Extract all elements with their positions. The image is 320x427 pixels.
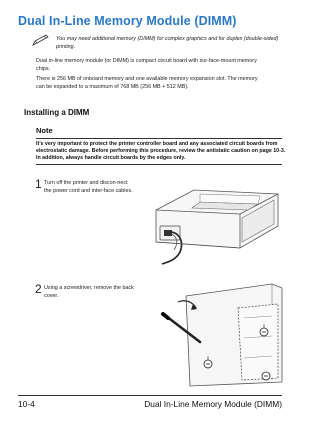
page-title: Dual In-Line Memory Module (DIMM) xyxy=(18,14,237,28)
section-heading: Installing a DIMM xyxy=(24,108,90,117)
caution-text: It’s very important to protect the printer controller board and any associated circuit boards from electrostatic damage. Before performing this procedure, review the antistatic caution on page 10-3. In addition, always handle circuit boards by the edges only. xyxy=(36,141,286,162)
footer-divider xyxy=(18,395,282,396)
printer-illustration xyxy=(140,172,290,270)
step-1-number: 1 xyxy=(35,177,42,191)
step-2-number: 2 xyxy=(35,282,42,296)
back-cover-illustration xyxy=(160,278,290,390)
pencil-note-icon xyxy=(32,34,50,46)
note-italic-text: You may need additional memory (DIMM) for complex graphics and for duplex (double-sided) printing. xyxy=(56,36,279,50)
step-1-text: Turn off the printer and discon-nect the power cord and inter-face cables. xyxy=(44,180,133,194)
note-divider-bottom xyxy=(36,164,282,165)
dimm-description: Dual in-line memory module (or DIMM) is compact circuit board with sur-face-mount memory chips. xyxy=(36,58,257,73)
footer-chapter-title: Dual In-Line Memory Module (DIMM) xyxy=(144,399,282,409)
page-number: 10-4 xyxy=(18,399,35,409)
memory-capacity-text: There is 256 MB of onboard memory and one available memory expansion slot. The memory can be expanded to a maximum of 768 MB (256 MB + 512 MB). xyxy=(36,76,258,91)
step-2-text: Using a screwdriver, remove the back cover. xyxy=(44,285,134,299)
note-divider-top xyxy=(36,138,282,139)
note-heading: Note xyxy=(36,126,53,135)
